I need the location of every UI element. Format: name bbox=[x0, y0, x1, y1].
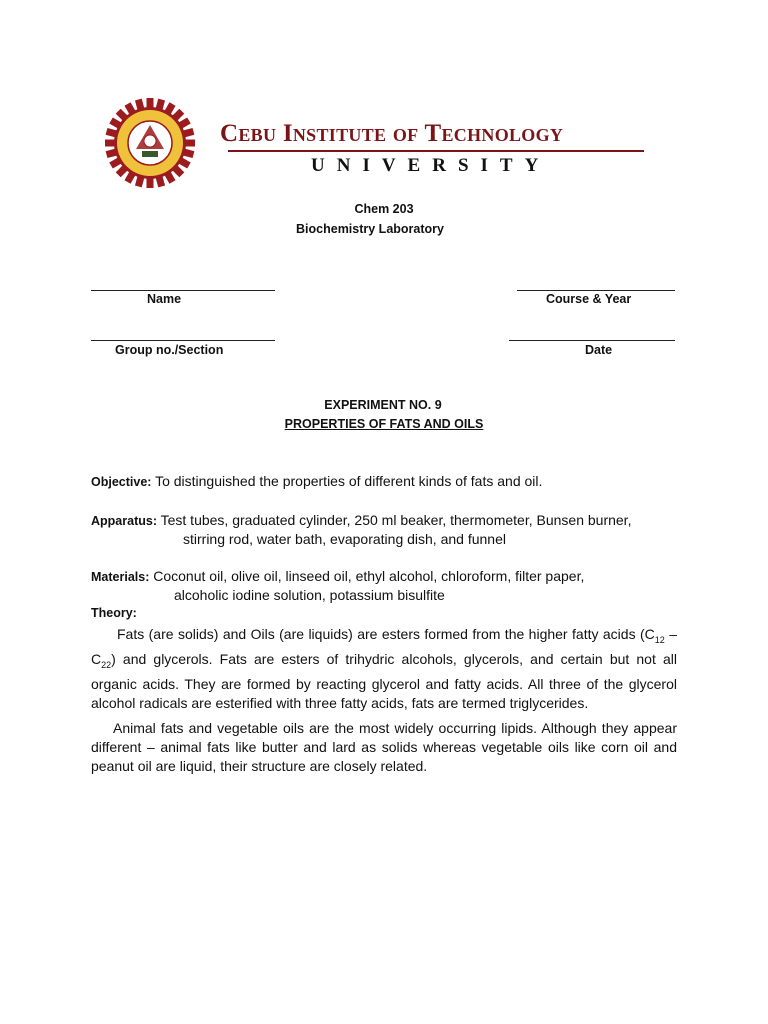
gear-tooth bbox=[147, 98, 154, 108]
gear-tooth bbox=[105, 140, 115, 147]
apparatus-line2: stirring rod, water bath, evaporating dish, and funnel bbox=[183, 531, 506, 547]
materials bbox=[91, 567, 677, 587]
theory-paragraph-2: Animal fats and vegetable oils are the most widely occurring lipids. Although they appear different – animal fats like butter and lard as solids whereas vegetable oils like corn oil and peanut oil are liquid, their structure are closely related. bbox=[91, 720, 677, 774]
name-label: Name bbox=[147, 292, 182, 306]
objective-text: To distinguished the properties of different kinds of fats and oil. bbox=[151, 473, 543, 489]
university-subtitle: UNIVERSITY bbox=[311, 155, 551, 176]
course-code: Chem 203 bbox=[354, 202, 414, 216]
course-title: Biochemistry Laboratory bbox=[296, 222, 444, 236]
theory-label: Theory: bbox=[91, 606, 137, 620]
theory-paragraph-1 bbox=[91, 625, 677, 713]
group-section-line[interactable] bbox=[91, 340, 275, 341]
header-divider bbox=[228, 150, 644, 152]
materials-label: Materials: bbox=[91, 570, 150, 584]
apparatus-line1: Test tubes, graduated cylinder, 250 ml beaker, thermometer, Bunsen burner, bbox=[156, 512, 632, 528]
apparatus bbox=[91, 511, 677, 531]
experiment-title: PROPERTIES OF FATS AND OILS bbox=[284, 417, 484, 431]
gear-tooth bbox=[147, 178, 154, 188]
objective-label: Objective: bbox=[91, 475, 152, 489]
subscript-12: 12 bbox=[654, 634, 665, 645]
date-line[interactable] bbox=[509, 340, 675, 341]
materials-line2: alcoholic iodine solution, potassium bisulfite bbox=[174, 587, 445, 603]
university-name: Cebu Institute of Technology bbox=[220, 120, 564, 147]
materials-line1: Coconut oil, olive oil, linseed oil, ethyl alcohol, chloroform, filter paper, bbox=[149, 568, 585, 584]
objective bbox=[91, 472, 677, 492]
course-year-line[interactable] bbox=[517, 290, 675, 291]
gear-tooth bbox=[185, 140, 195, 147]
university-seal-logo bbox=[104, 97, 196, 189]
apparatus-label: Apparatus: bbox=[91, 514, 157, 528]
name-line[interactable] bbox=[91, 290, 275, 291]
course-year-label: Course & Year bbox=[546, 292, 632, 306]
subscript-22: 22 bbox=[101, 659, 112, 670]
theory-p1-part-c: ) and glycerols. Fats are esters of trihydric alcohols, glycerols, and certain but not all organic acids. They are formed by reacting glycerol and fatty acids. All three of the glycerol alcohol radicals are esterified with three fatty acids, fats are termed triglycerides. bbox=[91, 650, 677, 711]
group-section-label: Group no./Section bbox=[115, 343, 224, 357]
experiment-number: EXPERIMENT NO. 9 bbox=[324, 398, 442, 412]
theory-p1-part-a: Fats (are solids) and Oils (are liquids) are esters formed from the higher fatty acids (C bbox=[117, 626, 655, 642]
theory-p1-part-b: – C bbox=[91, 626, 677, 667]
date-label: Date bbox=[585, 343, 613, 357]
